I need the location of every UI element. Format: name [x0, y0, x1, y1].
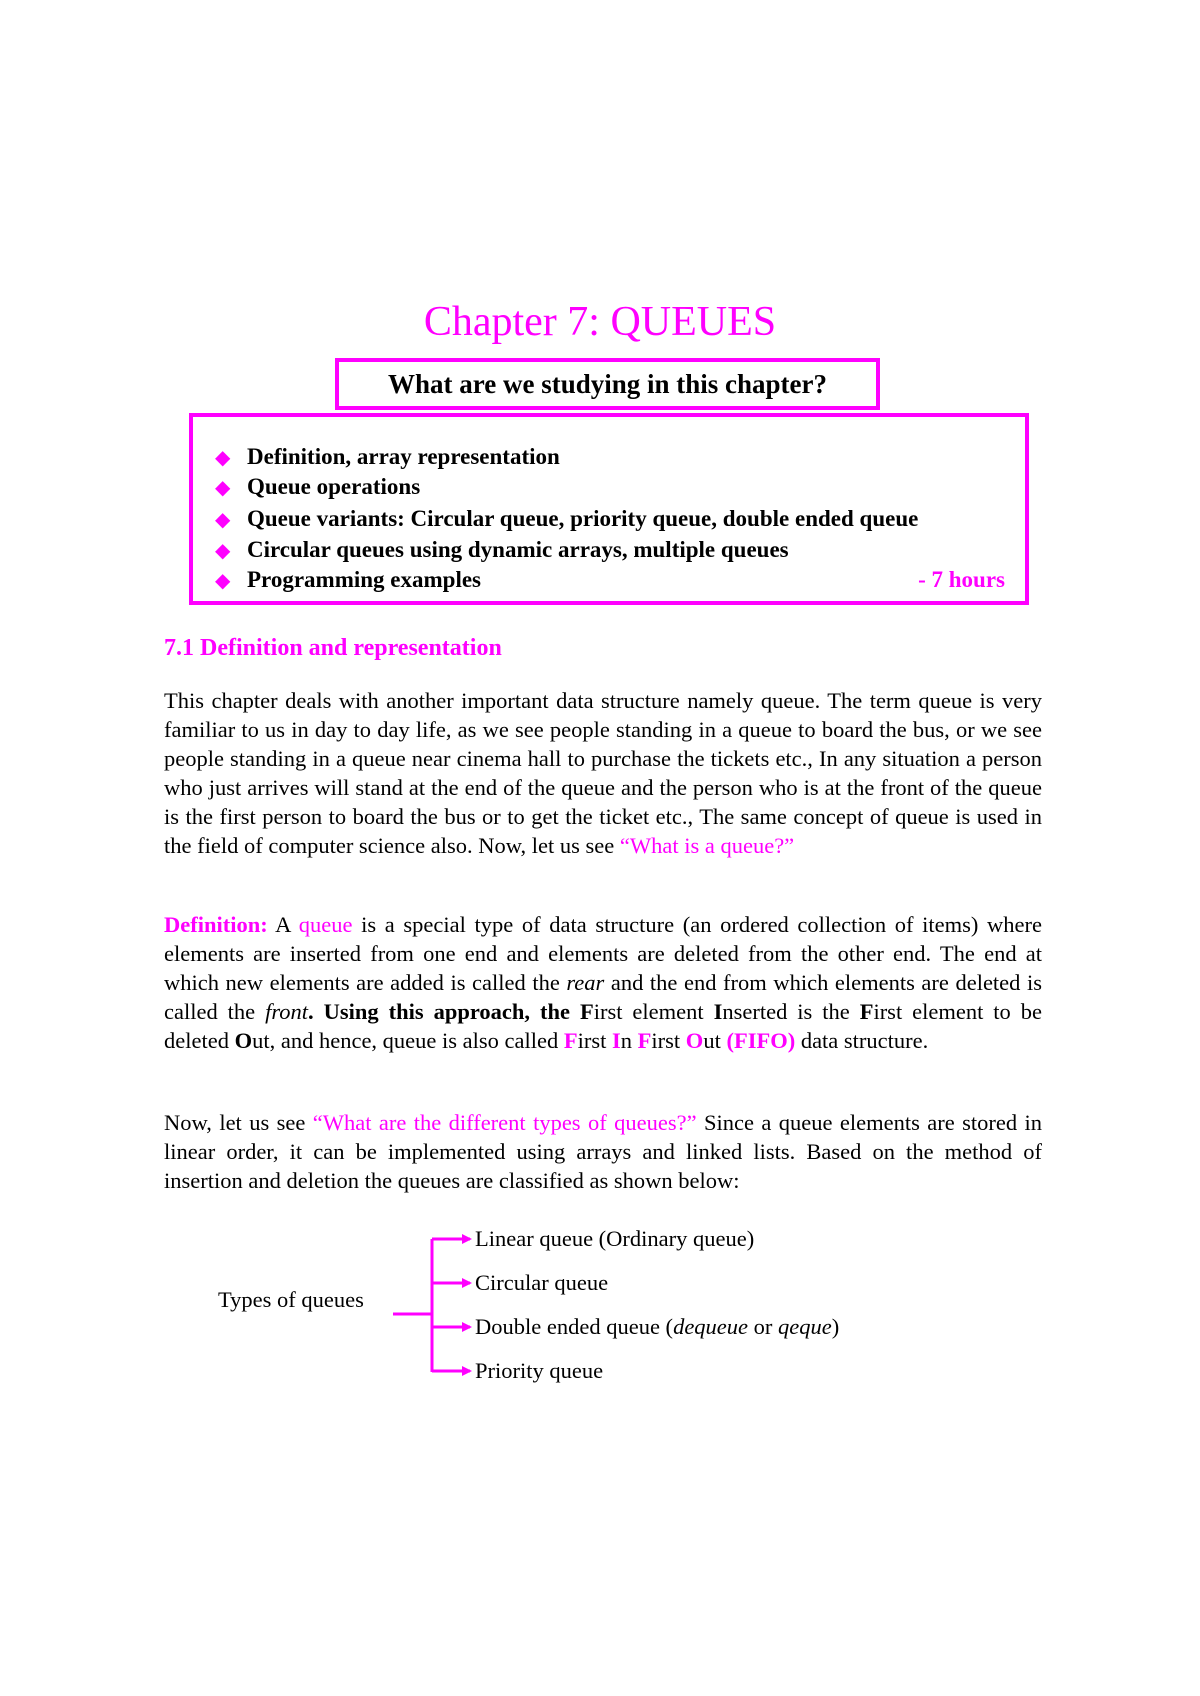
- fifo-letter: F: [579, 999, 594, 1024]
- chapter-title: Chapter 7: QUEUES: [423, 299, 777, 345]
- definition-text: A: [267, 912, 299, 937]
- types-text: Since a queue elements are stored in linear order, it can be implemented using arrays and linked lists. Based on the method of insertion and deletion the queues are classified as shown below:: [164, 1110, 1042, 1193]
- definition-text: irst: [577, 1028, 613, 1053]
- fifo-letter: I: [713, 999, 723, 1024]
- topic-label: Queue variants: Circular queue, priority queue, double ended queue: [247, 506, 919, 531]
- definition-text: and the end from which elements are deleted is called the: [164, 970, 1042, 1024]
- qeque-term: qeque: [778, 1314, 832, 1339]
- types-root-label: Types of queues: [218, 1287, 364, 1312]
- duration-label: - 7 hours: [918, 567, 1005, 592]
- fifo-letter: O: [234, 1028, 253, 1053]
- diamond-bullet-icon: ◆: [215, 477, 231, 499]
- diamond-bullet-icon: ◆: [215, 447, 231, 469]
- rear-term: rear: [566, 970, 605, 995]
- diamond-bullet-icon: ◆: [215, 509, 231, 531]
- type-label: Double ended queue (: [475, 1314, 674, 1339]
- study-box-header: What are we studying in this chapter?: [335, 358, 880, 410]
- definition-text: is a special type of data structure (an ordered collection of items) where elements are inserted from one end and elements are deleted from the other end. The end at which new elements are added is called the: [164, 912, 1042, 995]
- section-heading: 7.1 Definition and representation: [164, 635, 502, 661]
- fifo-letter: I: [612, 1028, 621, 1053]
- definition-text: irst element to be deleted: [164, 999, 1043, 1053]
- type-priority-queue: Priority queue: [475, 1358, 604, 1383]
- diamond-bullet-icon: ◆: [215, 570, 231, 592]
- front-term: front: [265, 999, 309, 1024]
- type-label: ): [831, 1314, 840, 1339]
- types-text: Now, let us see: [164, 1110, 313, 1135]
- topic-label: Programming examples: [247, 567, 482, 592]
- type-label: or: [748, 1314, 779, 1339]
- topic-label: Definition, array representation: [247, 444, 560, 469]
- topic-label: Circular queues using dynamic arrays, multiple queues: [247, 537, 789, 562]
- queue-term: queue: [298, 912, 353, 937]
- fifo-letter: F: [563, 1028, 578, 1053]
- definition-text: nserted is the: [722, 999, 860, 1024]
- intro-question: “What is a queue?”: [619, 833, 795, 858]
- definition-text: data structure.: [795, 1028, 929, 1053]
- topic-label: Queue operations: [247, 474, 421, 499]
- type-double-ended-queue: [475, 1313, 839, 1341]
- type-circular-queue: Circular queue: [475, 1270, 609, 1295]
- definition-label: Definition:: [164, 912, 268, 937]
- dequeue-term: dequeue: [673, 1314, 749, 1339]
- definition-text: irst: [651, 1028, 686, 1053]
- types-question: “What are the different types of queues?”: [312, 1110, 697, 1135]
- definition-text: ut, and hence, queue is also called: [252, 1028, 564, 1053]
- fifo-letter: O: [685, 1028, 704, 1053]
- type-linear-queue: Linear queue (Ordinary queue): [475, 1226, 755, 1251]
- fifo-acronym: (FIFO): [726, 1028, 796, 1053]
- diamond-bullet-icon: ◆: [215, 540, 231, 562]
- definition-text: . Using this approach, the: [308, 999, 580, 1024]
- definition-text: ut: [703, 1028, 727, 1053]
- definition-text: irst element: [593, 999, 714, 1024]
- definition-text: n: [620, 1028, 638, 1053]
- fifo-letter: F: [637, 1028, 652, 1053]
- fifo-letter: F: [859, 999, 874, 1024]
- intro-text: This chapter deals with another important data structure namely queue. The term queue is very familiar to us in day to day life, as we see people standing in a queue to board the bus, or we see people standing in a queue near cinema hall to purchase the tickets etc., In any situation a person who just arrives will stand at the end of the queue and the person who is at the front of the queue is the first person to board the bus or to get the ticket etc., The same concept of queue is used in the field of computer science also. Now, let us see: [164, 688, 1042, 858]
